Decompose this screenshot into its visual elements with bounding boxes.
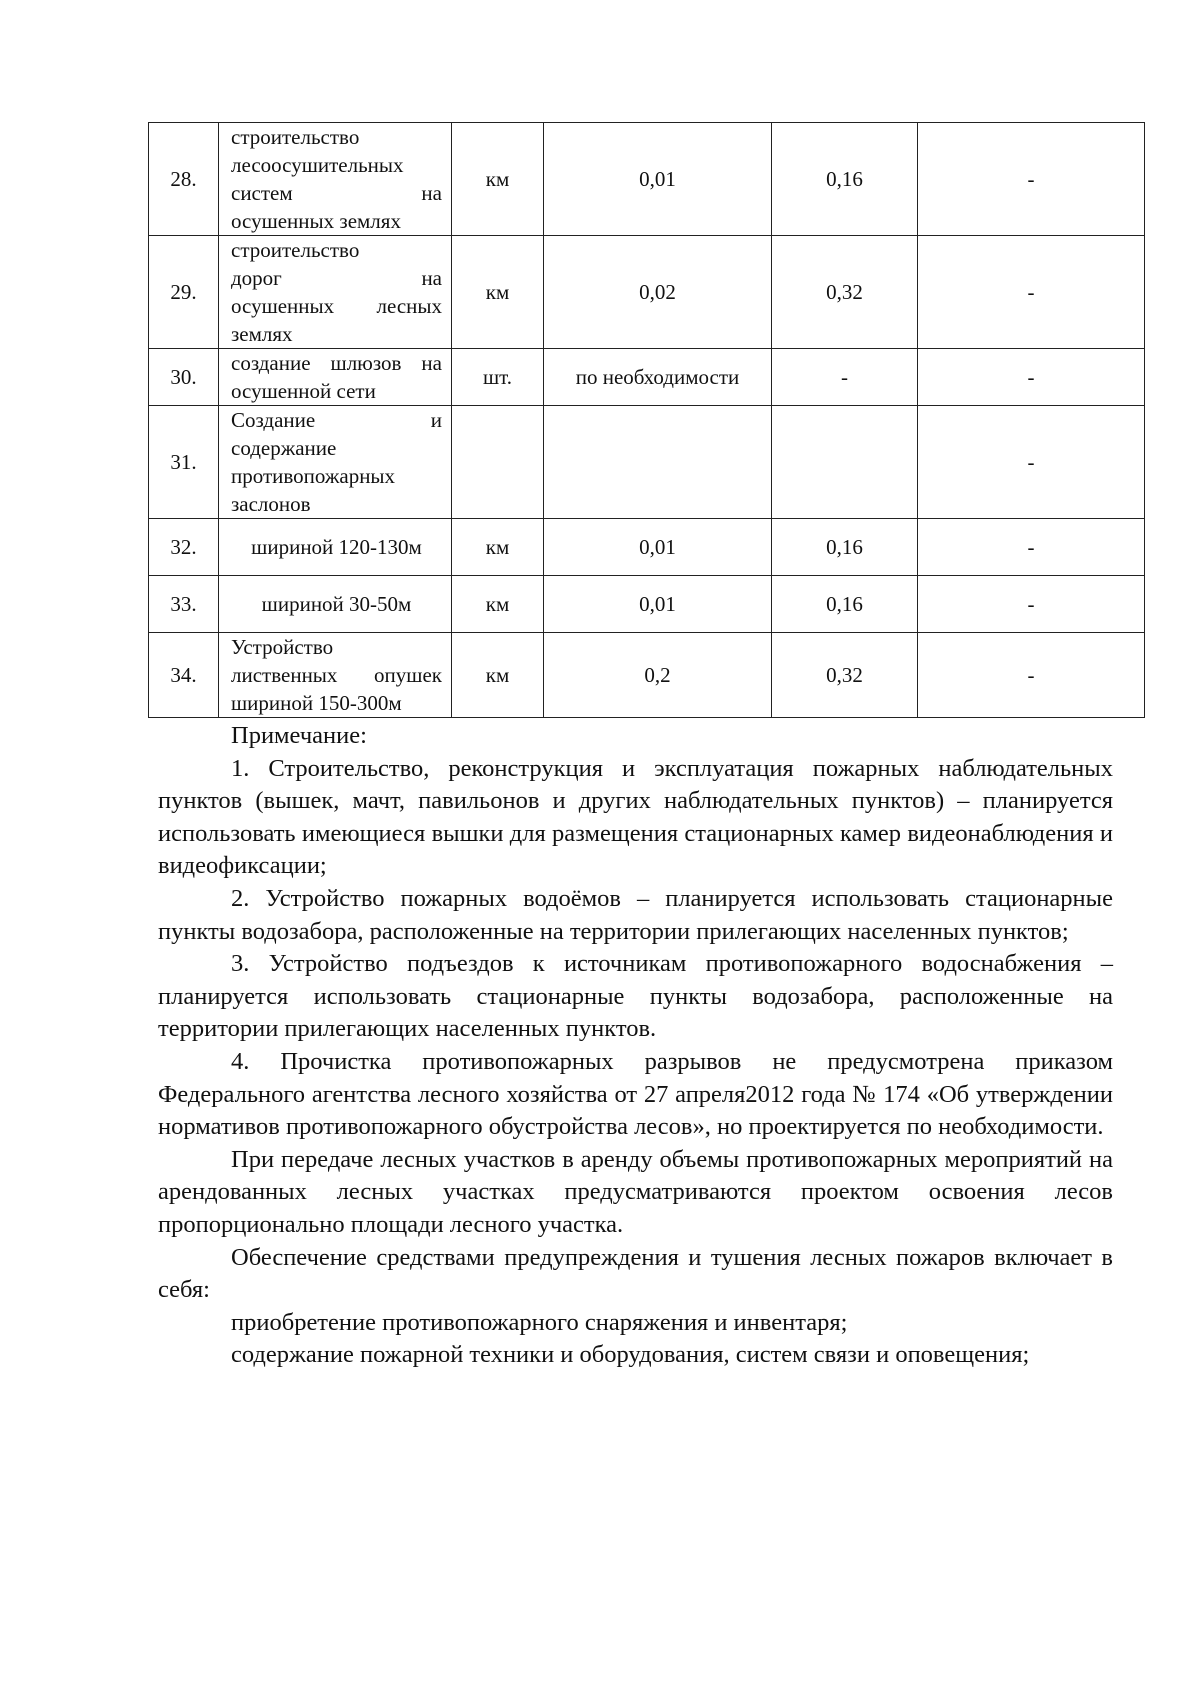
row-unit: шт. (452, 349, 544, 406)
row-number: 33. (149, 576, 219, 633)
row-value-3: - (918, 349, 1145, 406)
row-value-2: 0,16 (772, 519, 918, 576)
row-number: 30. (149, 349, 219, 406)
table-row (149, 123, 1145, 236)
row-value-2 (772, 406, 918, 519)
row-unit: км (452, 123, 544, 236)
row-unit: км (452, 236, 544, 349)
row-value-1: 0,01 (544, 123, 772, 236)
row-name: строительство дорог на осушенных лесных землях (219, 236, 452, 349)
row-value-1: 0,02 (544, 236, 772, 349)
note-paragraph: 4. Прочистка противопожарных разрывов не предусмотрена приказом Федерального агентства лесного хозяйства от 27 апреля2012 года № 174 «Об утверждении нормативов противопожарного обустройства лесов», но проектируется по необходимости. (158, 1047, 1113, 1141)
row-value-1: 0,01 (544, 576, 772, 633)
row-unit (452, 406, 544, 519)
note-paragraph: содержание пожарной техники и оборудования, систем связи и оповещения; (231, 1341, 1030, 1369)
row-value-2: - (772, 349, 918, 406)
row-name: шириной 120-130м (219, 519, 452, 576)
row-value-2: 0,32 (772, 236, 918, 349)
row-number: 28. (149, 123, 219, 236)
row-number: 34. (149, 633, 219, 718)
table-row (149, 236, 1145, 349)
note-paragraph: При передаче лесных участков в аренду объемы противопожарных мероприятий на арендованных лесных участках предусматриваются проектом освоения лесов пропорционально площади лесного участка. (158, 1145, 1113, 1238)
row-number: 29. (149, 236, 219, 349)
note-paragraph: приобретение противопожарного снаряжения и инвентаря; (231, 1308, 848, 1336)
row-number: 31. (149, 406, 219, 519)
row-number: 32. (149, 519, 219, 576)
row-value-1: по необходимости (544, 349, 772, 406)
note-paragraph: 1. Строительство, реконструкция и эксплуатация пожарных наблюдательных пунктов (вышек, мачт, павильонов и других наблюдательных пунктов) – планируется использовать имеющиеся вышки для размещения стационарных камер видеонаблюдения и видеофиксации; (158, 754, 1113, 880)
row-name: Создание и содержание противопожарных заслонов (219, 406, 452, 519)
table-row (149, 406, 1145, 519)
note-paragraph: Обеспечение средствами предупреждения и тушения лесных пожаров включает в себя: (158, 1243, 1113, 1304)
row-unit: км (452, 519, 544, 576)
row-value-3: - (918, 123, 1145, 236)
row-value-1: 0,01 (544, 519, 772, 576)
measures-table (148, 122, 1145, 718)
row-value-1 (544, 406, 772, 519)
row-value-1: 0,2 (544, 633, 772, 718)
note-paragraph: 2. Устройство пожарных водоёмов – планируется использовать стационарные пункты водозабора, расположенные на территории прилегающих населенных пунктов; (158, 884, 1113, 945)
row-value-2: 0,16 (772, 123, 918, 236)
notes-section (158, 720, 1113, 1372)
row-value-2: 0,16 (772, 576, 918, 633)
row-value-3: - (918, 576, 1145, 633)
table-row (149, 633, 1145, 718)
notes-heading: Примечание: (231, 722, 367, 749)
row-value-3: - (918, 519, 1145, 576)
row-name: строительство лесоосушительных систем на осушенных землях (219, 123, 452, 236)
row-unit: км (452, 576, 544, 633)
table-row (149, 519, 1145, 576)
row-value-3: - (918, 236, 1145, 349)
row-value-3: - (918, 406, 1145, 519)
row-name: Устройство лиственных опушек шириной 150-300м (219, 633, 452, 718)
row-unit: км (452, 633, 544, 718)
row-name: шириной 30-50м (219, 576, 452, 633)
row-value-2: 0,32 (772, 633, 918, 718)
table-row (149, 576, 1145, 633)
row-value-3: - (918, 633, 1145, 718)
table-row (149, 349, 1145, 406)
row-name: создание шлюзов на осушенной сети (219, 349, 452, 406)
note-paragraph: 3. Устройство подъездов к источникам противопожарного водоснабжения – планируется использовать стационарные пункты водозабора, расположенные на территории прилегающих населенных пунктов. (158, 950, 1113, 1043)
